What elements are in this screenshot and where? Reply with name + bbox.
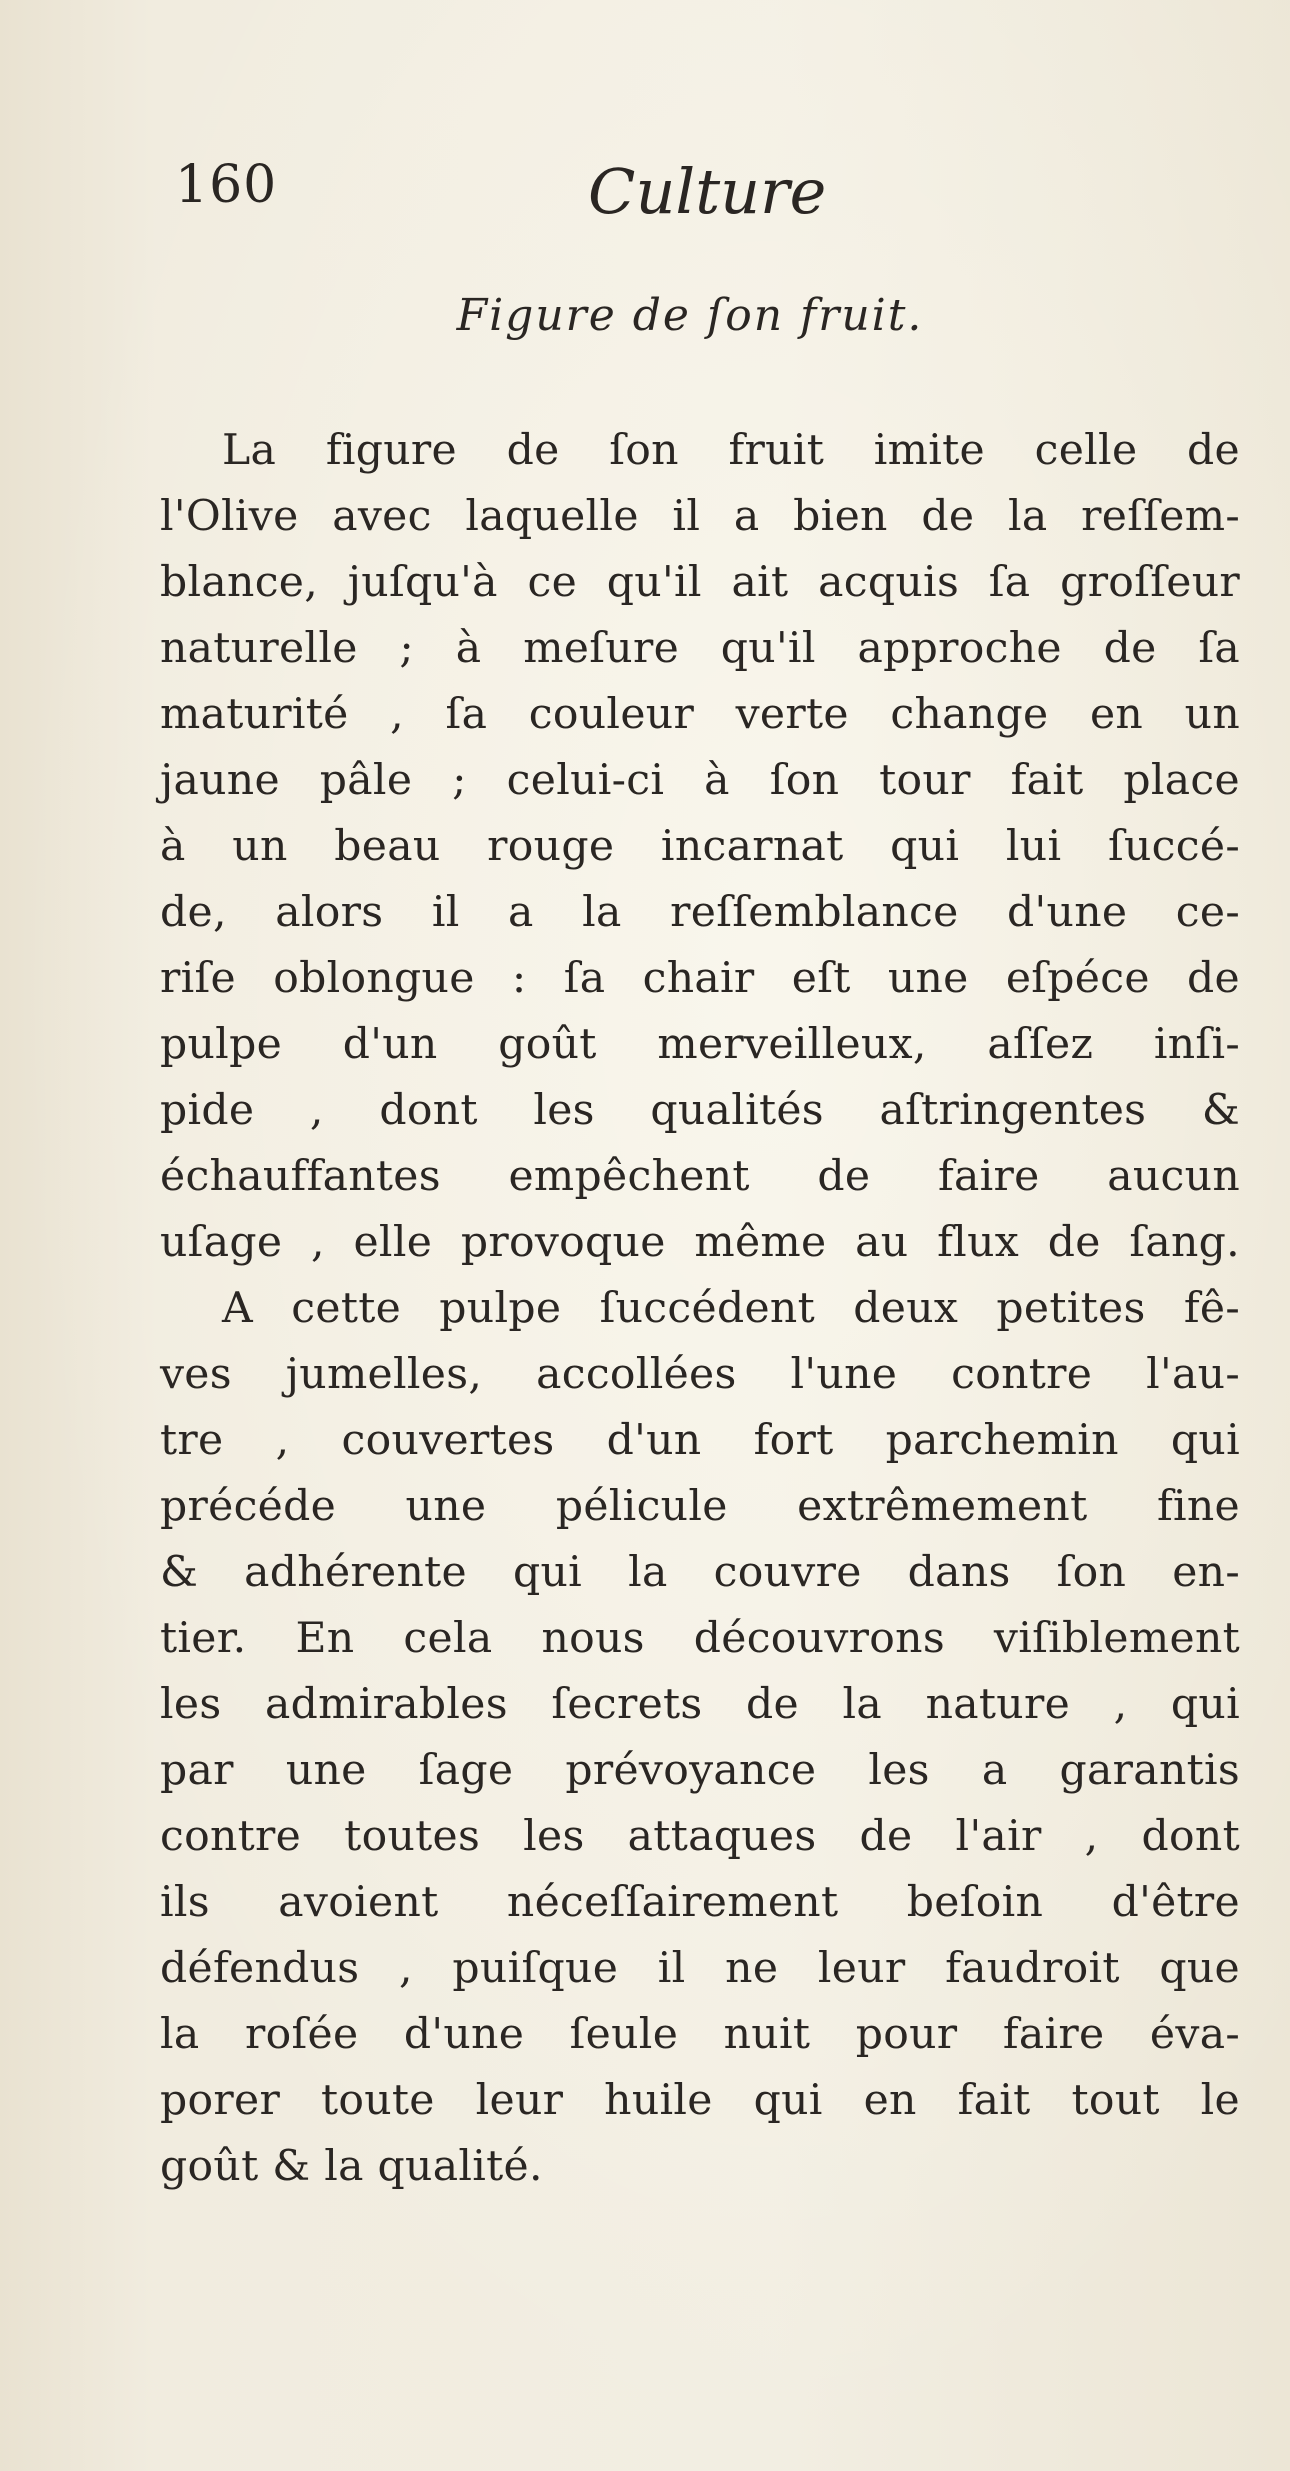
text-line: naturelle ; à meſure qu'il approche de ſa xyxy=(160,624,1240,673)
text-line: pulpe d'un goût merveilleux, aſſez inſi- xyxy=(160,1020,1240,1069)
text-line: blance, juſqu'à ce qu'il ait acquis ſa groſſeur xyxy=(160,558,1240,607)
text-line: défendus , puiſque il ne leur faudroit que xyxy=(160,1944,1240,1993)
page-number: 160 xyxy=(175,155,278,215)
text-line: pide , dont les qualités aſtringentes & xyxy=(160,1086,1240,1135)
text-line: contre toutes les attaques de l'air , dont xyxy=(160,1812,1240,1861)
text-line: porer toute leur huile qui en fait tout le xyxy=(160,2076,1240,2125)
text-line: à un beau rouge incarnat qui lui ſuccé- xyxy=(160,822,1240,871)
text-line: échauffantes empêchent de faire aucun xyxy=(160,1152,1240,1201)
running-title: Culture xyxy=(588,155,827,228)
text-line: goût & la qualité. xyxy=(160,2142,543,2191)
text-line: tier. En cela nous découvrons viſiblement xyxy=(160,1614,1240,1663)
text-line: & adhérente qui la couvre dans ſon en- xyxy=(160,1548,1240,1597)
section-title: Figure de ſon fruit. xyxy=(456,290,924,341)
text-line: ves jumelles, accollées l'une contre l'au- xyxy=(160,1350,1240,1399)
text-line: A cette pulpe ſuccédent deux petites fê- xyxy=(222,1284,1240,1333)
text-line: uſage , elle provoque même au flux de ſang. xyxy=(160,1218,1240,1267)
text-line: précéde une pélicule extrêmement fine xyxy=(160,1482,1240,1531)
page-header xyxy=(160,155,1260,228)
text-line: de, alors il a la reſſemblance d'une ce- xyxy=(160,888,1240,937)
text-line: la roſée d'une ſeule nuit pour faire éva- xyxy=(160,2010,1240,2059)
text-line: tre , couvertes d'un fort parchemin qui xyxy=(160,1416,1240,1465)
text-line: ils avoient néceſſairement beſoin d'être xyxy=(160,1878,1240,1927)
text-line: l'Olive avec laquelle il a bien de la reſſem- xyxy=(160,492,1240,541)
text-line: par une ſage prévoyance les a garantis xyxy=(160,1746,1240,1795)
text-line: riſe oblongue : ſa chair eſt une eſpéce de xyxy=(160,954,1240,1003)
text-line: La figure de ſon fruit imite celle de xyxy=(222,426,1240,475)
text-line: maturité , ſa couleur verte change en un xyxy=(160,690,1240,739)
text-line: jaune pâle ; celui-ci à ſon tour fait place xyxy=(160,756,1240,805)
text-line: les admirables ſecrets de la nature , qui xyxy=(160,1680,1240,1729)
body-text xyxy=(160,418,1240,2200)
